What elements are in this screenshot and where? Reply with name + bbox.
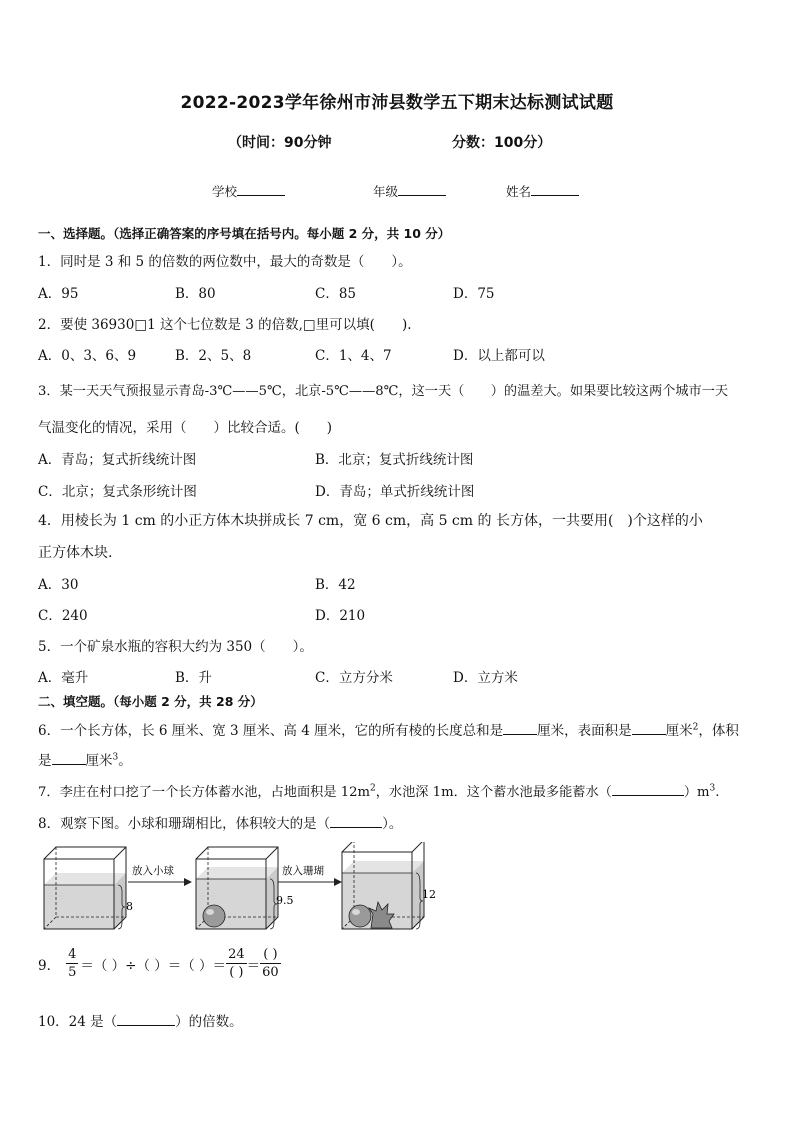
q2-option-d[interactable]: D．以上都可以 bbox=[453, 348, 545, 364]
page-title: 2022-2023学年徐州市沛县数学五下期末达标测试试题 bbox=[180, 93, 614, 113]
q8-figure bbox=[40, 842, 440, 934]
q5-option-b[interactable]: B．升 bbox=[175, 670, 212, 686]
school-blank[interactable] bbox=[237, 183, 285, 197]
q1-option-d[interactable]: D．75 bbox=[453, 286, 495, 302]
q9-fraction-1: $\frac{4}{5}$ bbox=[68, 947, 77, 980]
q9-blanks[interactable]: ＝（ ）÷（ ）＝（ ）＝ bbox=[80, 957, 227, 974]
question-5: 5．一个矿泉水瓶的容积大约为 350（ ）。 bbox=[38, 639, 313, 655]
q3-option-b[interactable]: B．北京；复式折线统计图 bbox=[315, 452, 474, 468]
q2-option-c[interactable]: C．1、4、7 bbox=[315, 348, 392, 364]
container-1 bbox=[44, 847, 133, 929]
q9-fraction-2[interactable]: $\frac{24}{( )}$ bbox=[228, 947, 245, 980]
q6-blank-edges[interactable] bbox=[503, 721, 537, 736]
container-2 bbox=[196, 847, 294, 929]
name-blank[interactable] bbox=[531, 183, 579, 197]
q2-option-b[interactable]: B．2、5、8 bbox=[175, 348, 252, 364]
q8-blank[interactable] bbox=[330, 814, 382, 829]
score-label: 分数：100分） bbox=[452, 135, 552, 151]
question-10: 10．24 是（ ）的倍数。 bbox=[38, 1010, 243, 1030]
arrow-2-label: 放入珊瑚 bbox=[282, 865, 324, 877]
q4-option-a[interactable]: A．30 bbox=[38, 577, 79, 593]
question-2: 2．要使 36930□1 这个七位数是 3 的倍数,□里可以填( ). bbox=[38, 317, 412, 333]
section1-heading: 一、选择题。（选择正确答案的序号填在括号内。每小题 2 分，共 10 分） bbox=[38, 226, 451, 241]
q1-option-a[interactable]: A．95 bbox=[38, 286, 79, 302]
grade-blank[interactable] bbox=[398, 183, 446, 197]
q1-option-b[interactable]: B．80 bbox=[175, 286, 216, 302]
ball-icon bbox=[203, 905, 225, 927]
q9-fraction-3[interactable]: $\frac{( )}{60}$ bbox=[262, 947, 279, 980]
level-label-1: 8 bbox=[126, 900, 133, 913]
question-7: 7．李庄在村口挖了一个长方体蓄水池，占地面积是 $12m^2$，水池深 1m．这个蓄水池最多能蓄水（ ）$m^3$. bbox=[38, 783, 720, 800]
q1-option-c[interactable]: C．85 bbox=[315, 286, 357, 302]
q4-option-d[interactable]: D．210 bbox=[315, 608, 366, 624]
section2-heading: 二、填空题。（每小题 2 分，共 28 分） bbox=[38, 694, 263, 709]
question-1: 1．同时是 3 和 5 的倍数的两位数中，最大的奇数是（ ）。 bbox=[38, 254, 412, 270]
question-3-line1: 3．某一天天气预报显示青岛-3℃——5℃，北京-5℃——8℃，这一天（ ）的温差大。如果要比较这两个城市一天 bbox=[38, 384, 729, 399]
q2-option-a[interactable]: A．0、3、6、9 bbox=[38, 348, 137, 364]
q6-blank-volume[interactable] bbox=[52, 751, 86, 766]
q5-option-d[interactable]: D．立方米 bbox=[453, 670, 518, 686]
arrow-2 bbox=[278, 864, 342, 886]
grade-field bbox=[373, 182, 446, 200]
name-label: 姓名 bbox=[506, 184, 532, 199]
level-label-2: 9.5 bbox=[276, 894, 294, 907]
q3-option-d[interactable]: D．青岛；单式折线统计图 bbox=[315, 484, 475, 500]
school-label: 学校 bbox=[212, 184, 238, 199]
q7-blank[interactable] bbox=[612, 782, 684, 796]
name-field bbox=[506, 182, 579, 200]
question-6-line1: 6．一个长方体，长 6 厘米、宽 3 厘米、高 4 厘米，它的所有棱的长度总和是 厘米，表面积是 厘米$^2$，体积 bbox=[38, 722, 739, 739]
q5-option-a[interactable]: A．毫升 bbox=[38, 670, 89, 686]
q3-option-a[interactable]: A．青岛；复式折线统计图 bbox=[38, 452, 197, 468]
question-9: 9． $\frac{4}{5}$ ＝（ ）÷（ ）＝（ ）＝ $\frac{24}{( )}$ ＝ $\frac{( )}{60}$ bbox=[38, 947, 279, 980]
question-8: 8．观察下图。小球和珊瑚相比，体积较大的是（ ）。 bbox=[38, 812, 402, 832]
arrow-1 bbox=[128, 864, 192, 886]
school-field bbox=[212, 182, 285, 200]
container-3 bbox=[342, 842, 436, 929]
q4-option-c[interactable]: C．240 bbox=[38, 608, 88, 624]
q6-blank-area[interactable] bbox=[632, 721, 666, 736]
q10-blank[interactable] bbox=[117, 1012, 175, 1027]
q4-option-b[interactable]: B．42 bbox=[315, 577, 356, 593]
question-4-line2: 正方体木块. bbox=[38, 545, 113, 561]
q5-option-c[interactable]: C．立方分米 bbox=[315, 670, 393, 686]
grade-label: 年级 bbox=[373, 184, 399, 199]
question-6-line2: 是 厘米$^3$。 bbox=[38, 752, 132, 769]
question-3-line2: 气温变化的情况，采用（ ）比较合适。( ) bbox=[38, 420, 333, 436]
question-4-line1: 4．用棱长为 1 cm 的小正方体木块拼成长 7 cm，宽 6 cm，高 5 cm 的 长方体，一共要用( )个这样的小 bbox=[38, 513, 703, 529]
q3-option-c[interactable]: C．北京；复式条形统计图 bbox=[38, 484, 197, 500]
level-label-3: 12 bbox=[422, 888, 436, 901]
time-label: （时间：90分钟 bbox=[228, 135, 332, 151]
arrow-1-label: 放入小球 bbox=[132, 865, 174, 877]
